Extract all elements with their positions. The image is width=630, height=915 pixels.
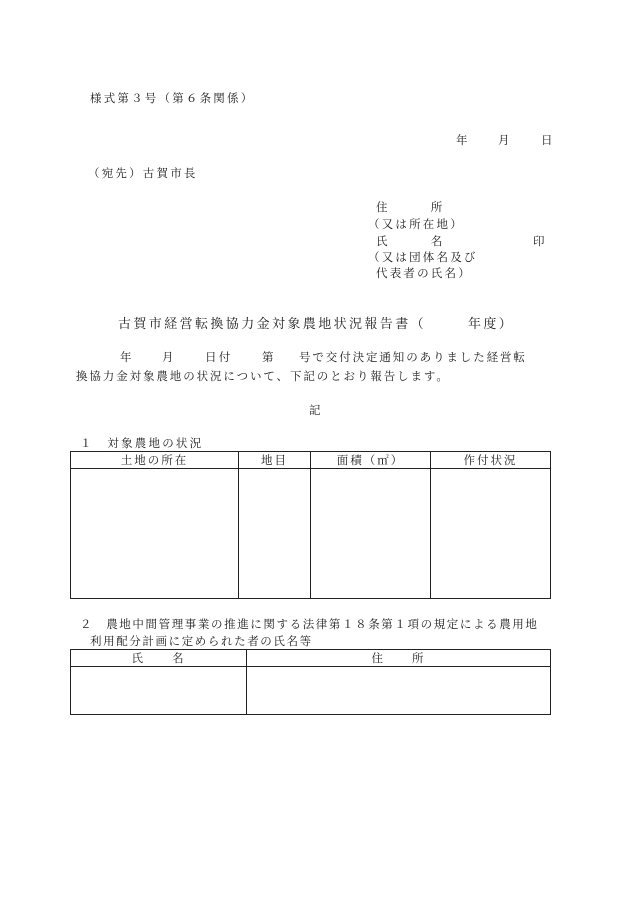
name-alt-label-1: （又は団体名及び: [368, 250, 478, 264]
address-label: 住 所: [376, 200, 445, 214]
cell-area[interactable]: [311, 469, 431, 599]
ki-label: 記: [309, 403, 323, 417]
name-label: 氏 名: [376, 234, 445, 248]
cell-land-category[interactable]: [239, 469, 311, 599]
seal-mark: 印: [533, 234, 547, 248]
cell-address[interactable]: [247, 667, 551, 715]
table-row: [71, 667, 551, 715]
allottee-table: [70, 649, 551, 715]
address-alt-label: （又は所在地）: [368, 217, 464, 231]
header-area: 面積（㎡）: [311, 452, 431, 469]
body-dated: 日付: [205, 350, 233, 364]
header-name: 氏 名: [71, 650, 247, 667]
addressee: （宛先）古賀市長: [88, 166, 198, 180]
cell-crop-status[interactable]: [431, 469, 551, 599]
form-number: 様式第３号（第６条関係）: [90, 91, 255, 105]
date-day: 日: [541, 133, 555, 147]
name-alt-label-2: 代表者の氏名）: [376, 266, 472, 280]
body-month: 月: [162, 350, 176, 364]
title-main: 古賀市経営転換協力金対象農地状況報告書（: [118, 317, 427, 332]
section2-heading-line2: 利用配分計画に定められた者の氏名等: [90, 634, 313, 648]
cell-location[interactable]: [71, 469, 239, 599]
body-number-prefix: 第: [262, 350, 276, 364]
cell-name[interactable]: [71, 667, 247, 715]
header-address: 住 所: [247, 650, 551, 667]
header-location: 土地の所在: [71, 452, 239, 469]
farmland-table: [70, 451, 551, 599]
section2-heading-line1: ２ 農地中間管理事業の推進に関する法律第１８条第１項の規定による農用地: [80, 617, 539, 631]
section1-heading: １ 対象農地の状況: [80, 436, 204, 450]
body-line1-rest: 号で交付決定通知のありました経営転: [299, 350, 527, 364]
table-row: [71, 469, 551, 599]
body-line2: 換協力金対象農地の状況について、下記のとおり報告します。: [76, 369, 450, 383]
header-crop-status: 作付状況: [431, 452, 551, 469]
date-year: 年: [456, 133, 470, 147]
body-year: 年: [120, 350, 134, 364]
title-suffix: 年度）: [468, 317, 515, 332]
date-month: 月: [498, 133, 512, 147]
header-land-category: 地目: [239, 452, 311, 469]
